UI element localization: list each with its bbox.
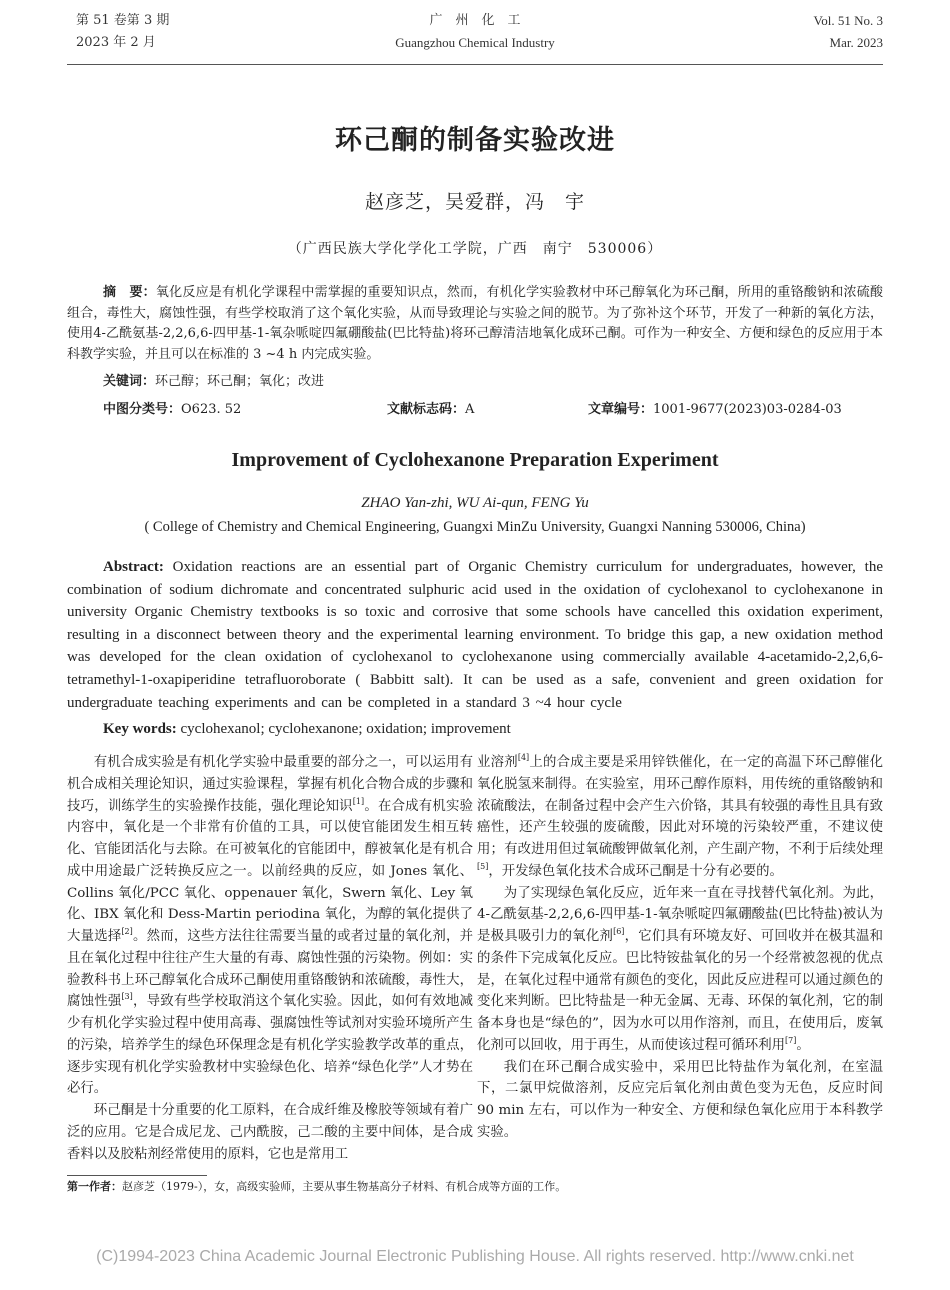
keywords-cn (103, 372, 883, 393)
paragraph-text: 。在合成有机实验内容中，氧化是一个非常有价值的工具，可以使官能团发生相互转化、官能团活化与去除。在可被氧化的官能团中，醇被氧化是有机合成中用途最广泛转换反应之一。以前经典的反应，如 Jones 氧化、Collins 氧化/PCC 氧化、oppenauer 氧化，Swern 氧化、Ley 氧化、IBX 氧化和 Dess-Martin periodina 氧化，为醇的氧化提供了大量选择 (67, 798, 474, 945)
document-code (387, 400, 588, 421)
abstract-cn (67, 283, 883, 365)
journal-name-cn: 广 州 化 工 (429, 13, 521, 28)
journal-issue-en (814, 10, 883, 54)
body-paragraph (67, 1100, 473, 1165)
footnote (67, 1178, 883, 1196)
clc-label: 中图分类号： (103, 401, 182, 417)
footnote-divider (67, 1175, 207, 1176)
english-keywords (103, 718, 950, 740)
paragraph-text: 为了实现绿色氧化反应，近年来一直在寻找替代氧化剂。为此，4-乙酰氨基-2,2,6,6-四甲基-1-氧杂哌啶四氟硼酸盐(巴比特盐)被认为是极具吸引力的氧化剂 (477, 885, 883, 945)
paragraph-text: 业溶剂 (477, 755, 518, 771)
classification-row (103, 400, 883, 421)
article-no-value: 1001-9677(2023)03-0284-03 (653, 401, 842, 417)
clc-value: O623. 52 (181, 401, 242, 417)
date-cn: 2023 年 2 月 (76, 35, 156, 50)
english-abstract-label: Abstract: (103, 559, 164, 575)
body-column-left (67, 752, 473, 1165)
english-title: Improvement of Cyclohexanone Preparation Experiment (231, 449, 719, 471)
body-paragraph (477, 1057, 883, 1144)
clc-number (103, 400, 387, 421)
article-no-label: 文章编号： (588, 401, 654, 417)
abstract-cn-label: 摘 要： (103, 285, 156, 300)
body-paragraph (67, 752, 473, 1100)
citation-ref: [2] (121, 927, 133, 937)
paragraph-text: ，导致有些学校取消这个氧化实验。因此，如何有效地减少有机化学实验过程中使用高毒、强腐蚀性等试剂对实验环境所产生的污染，培养学生的绿色环保理念是有机化学实验教学改革的重点，逐步实现有机化学实验教材中实验绿色化、培养“绿色化学”人才势在必行。 (67, 994, 474, 1097)
paragraph-text: 环己酮是十分重要的化工原料，在合成纤维及橡胶等领域有着广泛的应用。它是合成尼龙、己内酰胺，己二酸的主要中间体，是合成香料以及胶粘剂经常使用的原料，它也是常用工 (67, 1103, 473, 1162)
paragraph-text: 有机合成实验是有机化学实验中最重要的部分之一，可以运用有机合成相关理论知识，通过实验课程，掌握有机化合物合成的步骤和技巧，训练学生的实验操作技能，强化理论知识 (67, 755, 473, 814)
volume-en: Vol. 51 No. 3 (813, 13, 883, 28)
english-abstract (67, 556, 883, 714)
paragraph-text: ，它们具有环境友好、可回收并在极其温和的条件下完成氧化反应。巴比特铵盐氧化的另一个经常被忽视的优点是，在氧化过程中通常有颜色的变化，因此反应进程可以通过颜色的变化来判断。巴比特盐是一种无金属、无毒、环保的氧化剂，它的制备本身也是“绿色的”，因为水可以用作溶剂，而且，在使用后，废氧化剂可以回收，用于再生，从而使该过程可循环利用 (477, 929, 884, 1053)
authors: 赵彦芝，吴爱群，冯 宇 (364, 191, 585, 213)
doc-code-value: A (465, 401, 475, 417)
affiliation: （广西民族大学化学化工学院，广西 南宁 530006） (287, 241, 663, 257)
journal-name-en: Guangzhou Chemical Industry (395, 35, 555, 50)
paragraph-text: 我们在环己酮合成实验中，采用巴比特盐作为氧化剂，在室温下，二氯甲烷做溶剂，反应完后氧化剂由黄色变为无色，反应时间 90 min 左右，可以作为一种安全、方便和绿色氧化应用于本科教学实验。 (477, 1059, 883, 1140)
citation-ref: [3] (121, 992, 133, 1002)
citation-ref: [5] (477, 861, 489, 871)
body-columns (67, 752, 883, 1165)
body-paragraph (477, 883, 883, 1057)
article-number (588, 400, 842, 421)
english-abstract-text: Oxidation reactions are an essential part of Organic Chemistry curriculum for undergraduates, however, the combination of sodium dichromate and concentrated sulphuric acid used in the oxidation of cyclohexanol to cyclohexanone in university Organic Chemistry textbooks is so toxic and corrosive that some schools have cancelled this oxidation experiment, resulting in a disconnect between theory and the experimental learning environment. To bridge this gap, a new oxidation method was developed for the clean oxidation of cyclohexanol to cyclohexanone using commercially available 4-acetamido-2,2,6,6-tetramethyl-1-oxapiperidine tetrafluoroborate ( Babbitt salt). It can be used as a safe, convenient and green oxidation for undergraduate teaching experiments and can be completed in a standard 3 ~4 hour cycle (67, 559, 883, 711)
keywords-cn-label: 关键词： (103, 374, 156, 389)
doc-code-label: 文献标志码： (387, 401, 466, 417)
abstract-cn-text: 氧化反应是有机化学课程中需掌握的重要知识点，然而，有机化学实验教材中环己醇氧化为环己酮，所用的重铬酸钠和浓硫酸组合，毒性大，腐蚀性强，有些学校取消了这个氧化实验，从而导致理论与实验之间的脱节。为了弥补这个环节，开发了一种新的氧化方法，使用4-乙酰氨基-2,2,6,6-四甲基-1-氧杂哌啶四氟硼酸盐(巴比特盐)将环己醇清洁地氧化成环己酮。可作为一种安全、方便和绿色的反应用于本科教学实验，并且可以在标准的 3 ~4 h 内完成实验。 (67, 285, 883, 362)
citation-ref: [4] (517, 753, 530, 763)
english-keywords-text: cyclohexanol; cyclohexanone; oxidation; improvement (176, 721, 511, 738)
citation-ref: [1] (352, 796, 365, 806)
paragraph-text: ，开发绿色氧化技术合成环己酮是十分有必要的。 (488, 863, 783, 879)
copyright-watermark: (C)1994-2023 China Academic Journal Electronic Publishing House. All rights reserved. http://www.cnki.net (96, 1248, 854, 1266)
keywords-cn-text: 环己醇；环己酮；氧化；改进 (155, 374, 325, 389)
page-header (67, 0, 883, 65)
volume-cn: 第 51 卷第 3 期 (76, 13, 170, 28)
english-authors: ZHAO Yan-zhi, WU Ai-qun, FENG Yu (361, 495, 589, 511)
body-column-right (477, 752, 883, 1165)
paragraph-text: 。 (796, 1037, 810, 1053)
paragraph-text: 。然而，这些方法往往需要当量的或者过量的氧化剂，并且在氧化过程中往往产生大量的有毒、腐蚀性强的污染物。例如：实验教科书上环己醇氧化合成环己酮使用重铬酸钠和浓硫酸，毒性大，腐蚀性强 (67, 929, 474, 1010)
paragraph-text: 上的合成主要是采用锌铁催化，在一定的高温下环己醇催化氧化脱氢来制得。在实验室，用环己醇作原料，用传统的重铬酸钠和浓硫酸法，在制备过程中会产生六价铬，其具有较强的毒性且具有致癌性，还产生较强的废硫酸，因此对环境的污染较严重，不建议使用；有改进用但过氧硫酸钾做氧化剂，产生副产物，不利于后续处理 (477, 755, 883, 858)
citation-ref: [6] (613, 927, 625, 937)
page-title: 环己酮的制备实验改进 (335, 125, 615, 156)
body-paragraph (477, 752, 883, 883)
citation-ref: [7] (784, 1035, 797, 1045)
journal-issue-cn (76, 10, 169, 54)
footnote-text: 赵彦芝（1979-），女，高级实验师，主要从事生物基高分子材料、有机合成等方面的工作。 (122, 1180, 567, 1194)
journal-name (327, 10, 623, 54)
footnote-label: 第一作者： (67, 1180, 122, 1194)
date-en: Mar. 2023 (829, 35, 883, 50)
english-keywords-label: Key words: (103, 721, 177, 738)
english-affiliation: ( College of Chemistry and Chemical Engineering, Guangxi MinZu University, Guangxi Nanning 530006, China) (144, 519, 806, 535)
